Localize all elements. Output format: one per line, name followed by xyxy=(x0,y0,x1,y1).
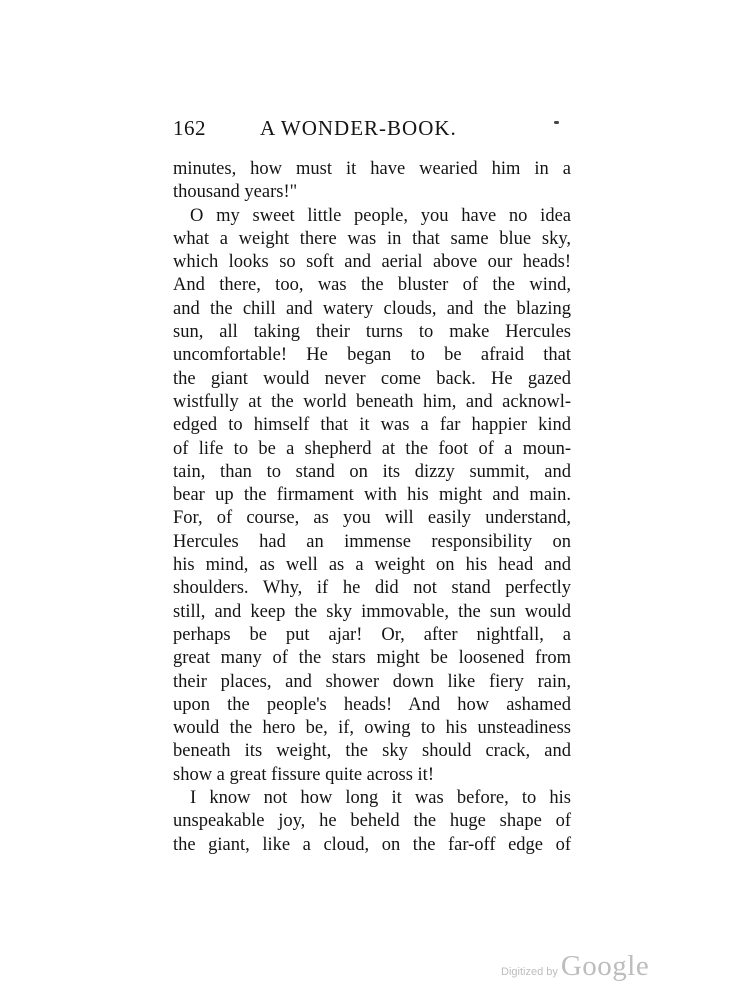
running-head xyxy=(173,116,573,146)
text-line: Hercules had an immense responsibility on xyxy=(173,531,571,552)
watermark-prefix: Digitized by xyxy=(501,966,558,978)
text-line: thousand years!" xyxy=(173,182,298,203)
text-line: upon the people's heads! And how ashamed xyxy=(173,694,571,715)
text-line: his mind, as well as a weight on his head and xyxy=(173,555,571,576)
digitized-by-google-watermark xyxy=(501,950,649,990)
text-line: what a weight there was in that same blue sky, xyxy=(173,228,571,249)
text-line: great many of the stars might be loosened from xyxy=(173,648,571,669)
page-title: A WONDER-BOOK. xyxy=(260,116,457,140)
paragraph-start-line: I know not how long it was before, to his xyxy=(190,788,571,809)
text-line: perhaps be put ajar! Or, after nightfall, a xyxy=(173,624,571,645)
text-line: still, and keep the sky immovable, the sun would xyxy=(173,601,571,622)
text-line: shoulders. Why, if he did not stand perfectly xyxy=(173,578,571,599)
text-line: beneath its weight, the sky should crack, and xyxy=(173,741,571,762)
text-line: For, of course, as you will easily understand, xyxy=(173,508,571,529)
text-line: edged to himself that it was a far happier kind xyxy=(173,415,571,436)
body-text xyxy=(173,158,571,857)
google-logo: Google xyxy=(560,950,650,982)
text-line: would the hero be, if, owing to his unsteadiness xyxy=(173,718,571,739)
text-line: bear up the firmament with his might and main. xyxy=(173,485,571,506)
paragraph-start-line: O my sweet little people, you have no idea xyxy=(190,205,571,226)
text-line: minutes, how must it have wearied him in a xyxy=(173,159,571,179)
text-line: and the chill and watery clouds, and the blazing xyxy=(173,298,571,319)
text-line: the giant, like a cloud, on the far-off edge of xyxy=(173,834,571,855)
text-line: tain, than to stand on its dizzy summit, and xyxy=(173,461,571,482)
ink-speck xyxy=(554,121,559,124)
text-line: their places, and shower down like fiery rain, xyxy=(173,671,571,692)
page-number: 162 xyxy=(173,116,206,140)
text-line: the giant would never come back. He gazed xyxy=(173,368,571,389)
text-line: unspeakable joy, he beheld the huge shape of xyxy=(173,811,571,832)
text-line: of life to be a shepherd at the foot of a moun- xyxy=(173,438,571,459)
text-line: which looks so soft and aerial above our heads! xyxy=(173,252,571,273)
text-line: uncomfortable! He began to be afraid that xyxy=(173,345,571,366)
text-line: wistfully at the world beneath him, and acknowl- xyxy=(173,391,571,412)
text-line: show a great fissure quite across it! xyxy=(173,764,434,785)
text-line: sun, all taking their turns to make Hercules xyxy=(173,322,571,343)
text-line: And there, too, was the bluster of the wind, xyxy=(173,275,571,296)
